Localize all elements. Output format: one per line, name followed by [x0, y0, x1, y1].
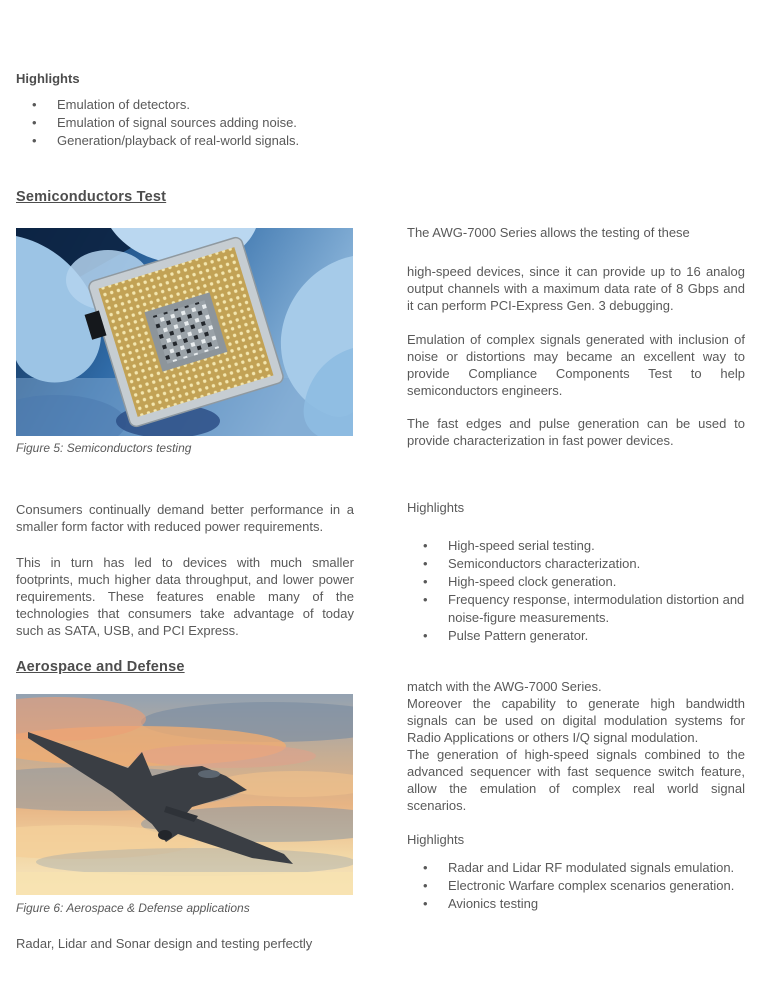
left-column	[16, 0, 354, 952]
paragraph: match with the AWG-7000 Series.	[407, 679, 602, 694]
paragraph: Moreover the capability to generate high bandwidth signals can be used on digital modulation systems for Radio Applications or others I/Q signal modulation.	[407, 696, 745, 745]
highlights-heading: Highlights	[16, 71, 80, 86]
right-column	[407, 0, 745, 913]
highlights-list	[407, 537, 745, 645]
highlights-list	[407, 859, 745, 913]
section-heading-semiconductors-test: Semiconductors Test	[16, 189, 167, 205]
paragraph: The generation of high-speed signals combined to the advanced sequencer with fast sequence switch feature, allow the emulation of complex real world signal scenarios.	[407, 747, 745, 813]
list-item: • Frequency response, intermodulation distortion and noise-figure measurements.	[423, 591, 745, 627]
paragraph: Radar, Lidar and Sonar design and testing perfectly	[16, 936, 313, 951]
figure5-caption: Figure 5: Semiconductors testing	[16, 441, 192, 455]
section-heading-aerospace-defense: Aerospace and Defense	[16, 659, 185, 675]
list-item: • Emulation of detectors.	[32, 96, 354, 114]
list-item: • Semiconductors characterization.	[423, 555, 745, 573]
paragraph: Consumers continually demand better performance in a smaller form factor with reduced power requirements.	[16, 502, 354, 534]
list-item: • Avionics testing	[423, 895, 745, 913]
list-item: • Pulse Pattern generator.	[423, 627, 745, 645]
highlights-heading: Highlights	[407, 500, 465, 515]
list-item: • High-speed clock generation.	[423, 573, 745, 591]
list-item: • Electronic Warfare complex scenarios generation.	[423, 877, 745, 895]
paragraph: The fast edges and pulse generation can be used to provide characterization in fast power devices.	[407, 416, 745, 448]
semiconductors-testing-photo	[16, 228, 353, 436]
highlights-list	[16, 96, 354, 150]
fighter-jet-sunset-illustration	[16, 694, 353, 895]
aerospace-defense-photo	[16, 694, 353, 895]
figure6-caption: Figure 6: Aerospace & Defense applications	[16, 901, 250, 915]
paragraph: The AWG-7000 Series allows the testing of these	[407, 225, 690, 240]
highlights-heading: Highlights	[407, 832, 465, 847]
list-item: • Emulation of signal sources adding noise.	[32, 114, 354, 132]
paragraph: Emulation of complex signals generated with inclusion of noise or distortions may became an excellent way to provide Compliance Components Test to help semiconductors engineers.	[407, 332, 745, 398]
list-item: • Radar and Lidar RF modulated signals emulation.	[423, 859, 745, 877]
paragraph: This in turn has led to devices with much smaller footprints, much higher data throughput, and lower power requirements. These features enable many of the technologies that consumers take advantage of today such as SATA, USB, and PCI Express.	[16, 555, 354, 638]
list-item: • Generation/playback of real-world signals.	[32, 132, 354, 150]
list-item: • High-speed serial testing.	[423, 537, 745, 555]
paragraph-block	[407, 678, 745, 814]
paragraph: high-speed devices, since it can provide up to 16 analog output channels with a maximum data rate of 8 Gbps and it can perform PCI-Express Gen. 3 debugging.	[407, 264, 745, 313]
chip-in-glove-illustration	[16, 228, 353, 436]
